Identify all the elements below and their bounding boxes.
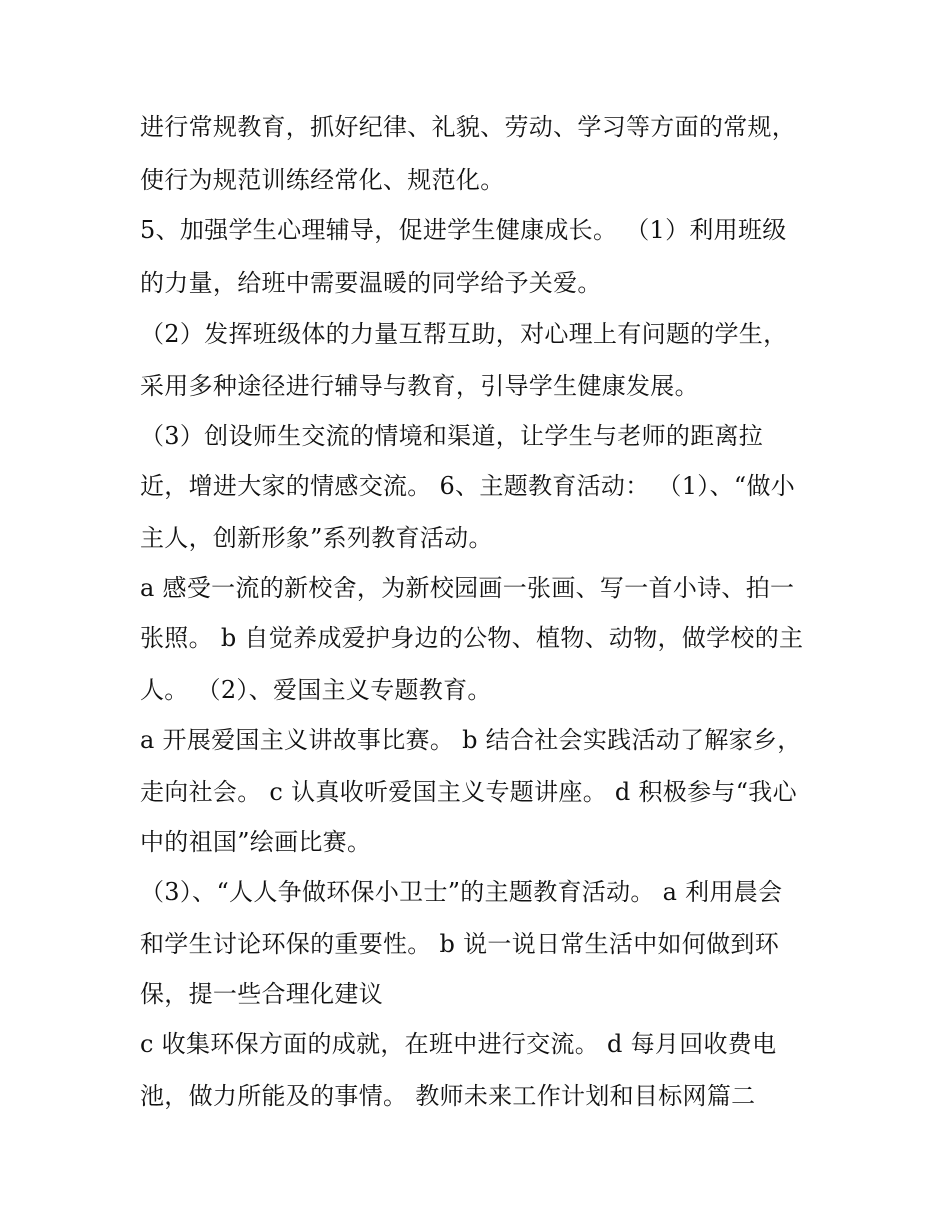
text-line-4: 的力量，给班中需要温暖的同学给予关爱。 — [140, 269, 602, 297]
text-line-10: a 感受一流的新校舍，为新校园画一张画、写一首小诗、拍一 — [140, 574, 795, 602]
text-line-6: 采用多种途径进行辅导与教育，引导学生健康发展。 — [140, 372, 699, 400]
text-line-5: （2）发挥班级体的力量互帮互助，对心理上有问题的学生， — [140, 320, 788, 348]
text-line-11: 张照。 b 自觉养成爱护身边的公物、植物、动物，做学校的主 — [140, 624, 804, 652]
text-line-18: 保，提一些合理化建议 — [140, 980, 383, 1008]
text-line-2: 使行为规范训练经常化、规范化。 — [140, 166, 505, 194]
text-line-19: c 收集环保方面的成就，在班中进行交流。 d 每月回收费电 — [140, 1030, 777, 1058]
text-line-7: （3）创设师生交流的情境和渠道，让学生与老师的距离拉 — [140, 422, 764, 450]
text-line-15: 中的祖国”绘画比赛。 — [140, 828, 372, 856]
text-line-8: 近，增进大家的情感交流。 6、主题教育活动： （1）、“做小 — [140, 472, 796, 500]
text-line-13: a 开展爱国主义讲故事比赛。 b 结合社会实践活动了解家乡， — [140, 726, 802, 754]
text-line-20: 池，做力所能及的事情。 教师未来工作计划和目标网篇二 — [140, 1082, 756, 1110]
text-line-3: 5、加强学生心理辅导，促进学生健康成长。 （1）利用班级 — [140, 216, 787, 244]
text-line-9: 主人，创新形象”系列教育活动。 — [140, 524, 493, 552]
text-line-17: 和学生讨论环保的重要性。 b 说一说日常生活中如何做到环 — [140, 930, 780, 958]
text-line-12: 人。 （2）、爱国主义专题教育。 — [140, 676, 492, 704]
text-line-16: （3）、“人人争做环保小卫士”的主题教育活动。 a 利用晨会 — [140, 878, 783, 906]
text-line-1: 进行常规教育，抓好纪律、礼貌、劳动、学习等方面的常规， — [140, 113, 797, 141]
text-line-14: 走向社会。 c 认真收听爱国主义专题讲座。 d 积极参与“我心 — [140, 778, 797, 806]
